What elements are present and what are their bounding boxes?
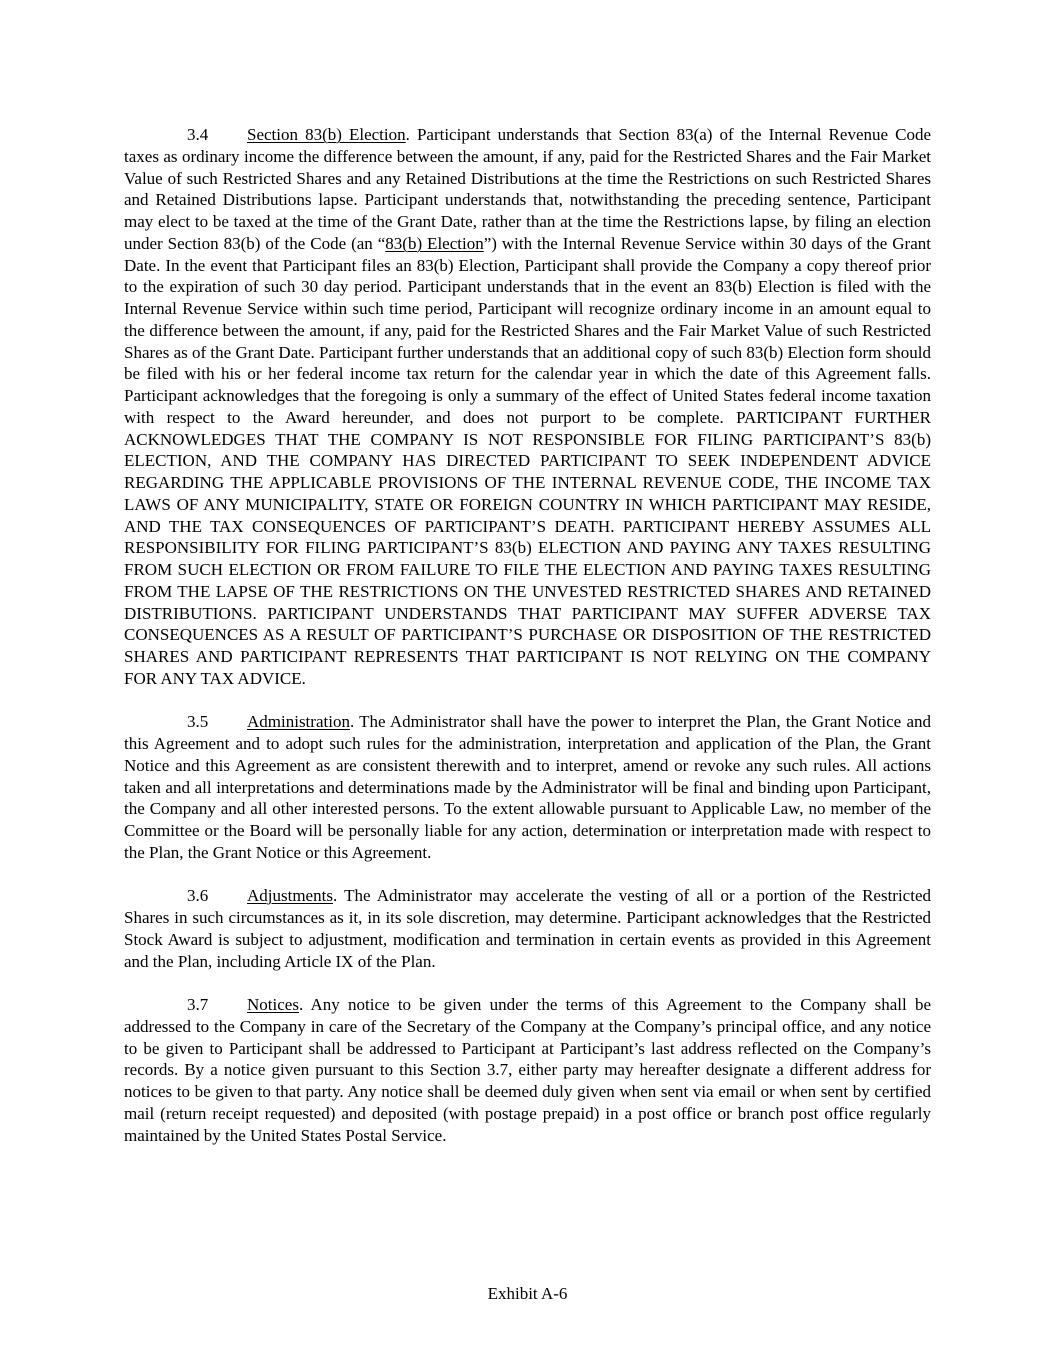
section-3-5 [124,711,931,863]
defined-term: 83(b) Election [385,233,484,253]
section-text: ”) with the Internal Revenue Service within 30 days of the Grant Date. In the event that Participant files an 83(b) Election, Participant shall provide the Company a copy thereof prior to the expiration of such 30 day period. Participant understands that in the event an 83(b) Election is filed with the Internal Revenue Service within such time period, Participant will recognize ordinary income in an amount equal to the difference between the amount, if any, paid for the Restricted Shares and the Fair Market Value of such Restricted Shares as of the Grant Date. Participant further understands that an additional copy of such 83(b) Election form should be filed with his or her federal income tax return for the calendar year in which the date of this Agreement falls. Participant acknowledges that the foregoing is only a summary of the effect of United States federal income taxation with respect to the Award hereunder, and does not purport to be complete. PARTICIPANT FURTHER ACKNOWLEDGES THAT THE COMPANY IS NOT RESPONSIBLE FOR FILING PARTICIPANT’S 83(b) ELECTION, AND THE COMPANY HAS DIRECTED PARTICIPANT TO SEEK INDEPENDENT ADVICE REGARDING THE APPLICABLE PROVISIONS OF THE INTERNAL REVENUE CODE, THE INCOME TAX LAWS OF ANY MUNICIPALITY, STATE OR FOREIGN COUNTRY IN WHICH PARTICIPANT MAY RESIDE, AND THE TAX CONSEQUENCES OF PARTICIPANT’S DEATH. PARTICIPANT HEREBY ASSUMES ALL RESPONSIBILITY FOR FILING PARTICIPANT’S 83(b) ELECTION AND PAYING ANY TAXES RESULTING FROM SUCH ELECTION OR FROM FAILURE TO FILE THE ELECTION AND PAYING TAXES RESULTING FROM THE LAPSE OF THE RESTRICTIONS ON THE UNVESTED RESTRICTED SHARES AND RETAINED DISTRIBUTIONS. PARTICIPANT UNDERSTANDS THAT PARTICIPANT MAY SUFFER ADVERSE TAX CONSEQUENCES AS A RESULT OF PARTICIPANT’S PURCHASE OR DISPOSITION OF THE RESTRICTED SHARES AND PARTICIPANT REPRESENTS THAT PARTICIPANT IS NOT RELYING ON THE COMPANY FOR ANY TAX ADVICE. [124,233,931,688]
section-text: . The Administrator may accelerate the vesting of all or a portion of the Restricted Shares in such circumstances as it, in its sole discretion, may determine. Participant acknowledges that the Restricted Stock Award is subject to adjustment, modification and termination in certain events as provided in this Agreement and the Plan, including Article IX of the Plan. [124,886,931,971]
section-number: 3.6 [187,886,209,906]
section-number: 3.4 [187,125,209,144]
section-3-7 [124,994,931,1146]
document-body [124,124,931,1146]
section-heading: Administration [247,712,350,732]
section-3-6 [124,885,931,972]
section-heading: Notices [247,995,299,1014]
page-footer: Exhibit A-6 [487,1284,568,1303]
section-heading: Adjustments [247,886,333,906]
section-text: . The Administrator shall have the power to interpret the Plan, the Grant Notice and this Agreement and to adopt such rules for the administration, interpretation and application of the Plan, the Grant Notice and this Agreement as are consistent therewith and to interpret, amend or revoke any such rules. All actions taken and all interpretations and determinations made by the Administrator will be final and binding upon Participant, the Company and all other interested persons. To the extent allowable pursuant to Applicable Law, no member of the Committee or the Board will be personally liable for any action, determination or interpretation made with respect to the Plan, the Grant Notice or this Agreement. [124,712,931,862]
section-number: 3.5 [187,712,209,732]
section-heading: Section 83(b) Election [247,125,406,144]
section-text: . Participant understands that Section 83(a) of the Internal Revenue Code taxes as ordinary income the difference between the amount, if any, paid for the Restricted Shares and the Fair Market Value of such Restricted Shares and any Retained Distributions at the time the Restrictions on such Restricted Shares and Retained Distributions lapse. Participant understands that, notwithstanding the preceding sentence, Participant may elect to be taxed at the time of the Grant Date, rather than at the time the Restrictions lapse, by filing an election under Section 83(b) of the Code (an “ [124,125,931,253]
section-3-4 [124,124,931,690]
section-text: . Any notice to be given under the terms of this Agreement to the Company shall be addressed to the Company in care of the Secretary of the Company at the Company’s principal office, and any notice to be given to Participant shall be addressed to Participant at Participant’s last address reflected on the Company’s records. By a notice given pursuant to this Section 3.7, either party may hereafter designate a different address for notices to be given to that party. Any notice shall be deemed duly given when sent via email or when sent by certified mail (return receipt requested) and deposited (with postage prepaid) in a post office or branch post office regularly maintained by the United States Postal Service. [124,995,931,1145]
section-number: 3.7 [187,995,209,1014]
